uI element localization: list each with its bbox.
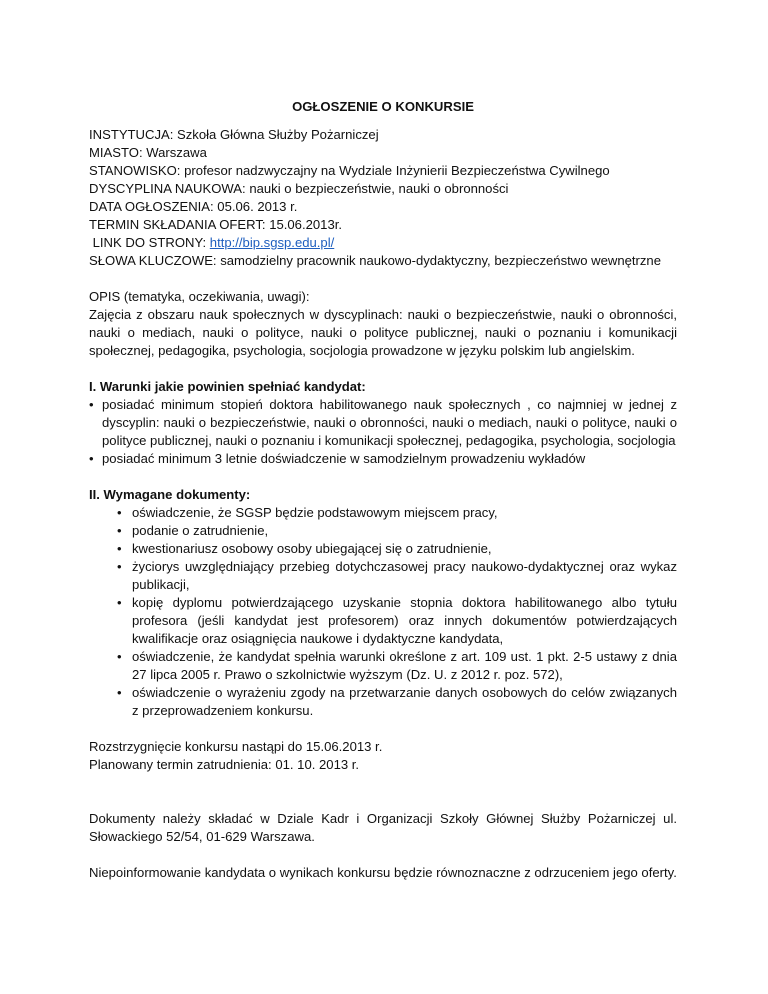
bullet-icon: • [117,523,122,538]
bullet-icon: • [89,397,94,412]
employment-date: Planowany termin zatrudnienia: 01. 10. 2013 r. [89,757,360,772]
list-item: • podanie o zatrudnienie, [117,523,269,538]
field-position: STANOWISKO: profesor nadzwyczajny na Wydziale Inżynierii Bezpieczeństwa Cywilnego [89,163,610,178]
section1-heading: I. Warunki jakie powinien spełniać kandydat: [89,379,366,394]
website-link[interactable]: http://bip.sgsp.edu.pl/ [209,235,335,250]
spacer [89,360,677,378]
documents-list [89,504,677,720]
spacer [89,774,677,792]
field-keywords: SŁOWA KLUCZOWE: samodzielny pracownik naukowo-dydaktyczny, bezpieczeństwo wewnętrzne [89,253,661,268]
field-discipline: DYSCYPLINA NAUKOWA: nauki o bezpieczeństwie, nauki o obronności [89,181,509,196]
bullet-icon: • [117,649,122,664]
field-deadline: TERMIN SKŁADANIA OFERT: 15.06.2013r. [89,217,343,232]
page-title: OGŁOSZENIE O KONKURSIE [292,99,474,114]
requirements-list [89,396,677,468]
list-item: • oświadczenie o wyrażeniu zgody na przetwarzanie danych osobowych do celów związanych z przeprowadzeniem konkursu. [117,685,677,718]
document-body [89,98,677,882]
rejection-notice: Niepoinformowanie kandydata o wynikach konkursu będzie równoznaczne z odrzuceniem jego oferty. [89,865,677,880]
spacer [89,792,677,810]
list-item: • posiadać minimum stopień doktora habilitowanego nauk społecznych , co najmniej w jednej z dyscyplin: nauki o bezpieczeństwie, nauki o obronności, nauki o mediach, nauki o polityce, nauki o polityce publicznej, nauki o poznaniu i komunikacji społecznej, pedagogika, psychologia, socjologia [89,397,677,448]
bullet-icon: • [117,541,122,556]
bullet-icon: • [117,685,122,700]
spacer [89,720,677,738]
spacer [89,270,677,288]
list-item: • oświadczenie, że kandydat spełnia warunki określone z art. 109 ust. 1 pkt. 2-5 ustawy z dnia 27 lipca 2005 r. Prawo o szkolnictwie wyższym (Dz. U. z 2012 r. poz. 572), [117,649,677,682]
spacer [89,468,677,486]
info-fields [89,126,677,270]
list-item: • posiadać minimum 3 letnie doświadczenie w samodzielnym prowadzeniu wykładów [89,451,586,466]
field-announcement-date: DATA OGŁOSZENIA: 05.06. 2013 r. [89,199,298,214]
bullet-icon: • [117,559,122,574]
spacer [89,846,677,864]
bullet-icon: • [89,451,94,466]
field-institution: INSTYTUCJA: Szkoła Główna Służby Pożarniczej [89,127,379,142]
list-item: • oświadczenie, że SGSP będzie podstawowym miejscem pracy, [117,505,498,520]
description-text: Zajęcia z obszaru nauk społecznych w dyscyplinach: nauki o bezpieczeństwie, nauki o obronności, nauki o mediach, nauki o polityce, nauki o polityce publicznej, nauki o poznaniu i komunikacji społecznej, pedagogika, psychologia, socjologia prowadzone w języku polskim lub angielskim. [89,307,677,358]
bullet-icon: • [117,505,122,520]
field-link: LINK DO STRONY: http://bip.sgsp.edu.pl/ [89,235,335,250]
description-label: OPIS (tematyka, oczekiwania, uwagi): [89,289,310,304]
list-item: • kopię dyplomu potwierdzającego uzyskanie stopnia doktora habilitowanego albo tytułu profesora (jeśli kandydat jest profesorem) oraz innych dokumentów potwierdzających kwalifikacje oraz osiągnięcia naukowe i dydaktyczne kandydata, [117,595,677,646]
field-city: MIASTO: Warszawa [89,145,207,160]
bullet-icon: • [117,595,122,610]
submission-info: Dokumenty należy składać w Dziale Kadr i Organizacji Szkoły Głównej Służby Pożarniczej ul. Słowackiego 52/54, 01-629 Warszawa. [89,811,677,844]
list-item: • kwestionariusz osobowy osoby ubiegającej się o zatrudnienie, [117,541,492,556]
section2-heading: II. Wymagane dokumenty: [89,487,251,502]
list-item: • życiorys uwzględniający przebieg dotychczasowej pracy naukowo-dydaktycznej oraz wykaz publikacji, [117,559,677,592]
resolution-date: Rozstrzygnięcie konkursu nastąpi do 15.06.2013 r. [89,739,383,754]
